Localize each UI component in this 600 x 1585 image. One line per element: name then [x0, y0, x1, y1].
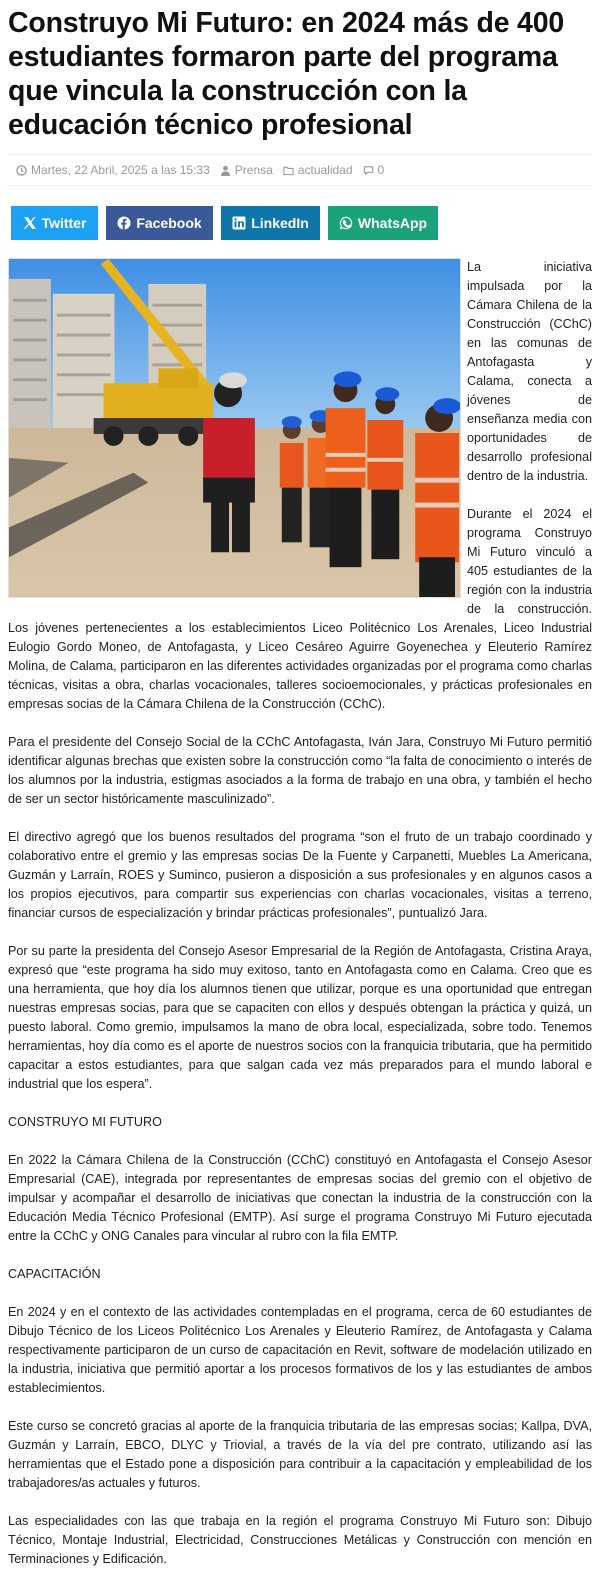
article-paragraph: La iniciativa impulsada por la Cámara Chilena de la Construcción (CChC) en las comunas de Antofagasta y Calama, conecta a jóvenes de enseñanza media con oportunidades de desarrollo profesional dentro de la industria.: [467, 260, 592, 483]
article-paragraph: Este curso se concretó gracias al aporte de la franquicia tributaria de las empresas socias; Kallpa, DVA, Guzmán y Larraín, EBCO, DLYC y Triovial, a través de la vía del pre contrato, utilizando así las herramientas que el Estado pone a disposición para contribuir a la capacitación y empleabilidad de los trabajadores/as actuales y futuros.: [8, 1419, 592, 1490]
article-paragraph: En 2024 y en el contexto de las actividades contempladas en el programa, cerca de 60 estudiantes de Dibujo Técnico de los Liceos Politécnico Los Arenales y Eleuterio Ramírez, de Antofagasta y Calama respectivamente participaron de un curso de capacitación en Revit, software de modelación utilizado en la industria, iniciativa que permitió aportar a los procesos formativos de los y las estudiantes de ambos establecimientos.: [8, 1305, 592, 1395]
section-heading: CONSTRUYO MI FUTURO: [8, 1115, 162, 1129]
meta-date: [16, 163, 210, 177]
meta-date-text: Martes, 22 Abril, 2025 a las 15:33: [31, 163, 210, 177]
article-paragraph: Durante el 2024 el programa Construyo Mi Futuro vinculó a 405 estudiantes de la región con la industria de la construcción. Los jóvenes pertenecientes a los establecimientos Liceo Politécnico Los Arenales, Liceo Industrial Eulogio Gordo Moneo, de Antofagasta, y Liceo Cesáreo Aguirre Goyenechea y Eleuterio Ramírez Molina, de Calama, participaron en las diferentes actividades organizadas por el programa como charlas técnicas, visitas a obra, charlas vocacionales, talleres socioemocionales, y prácticas profesionales en empresas socias de la Cámara Chilena de la Construcción (CChC).: [8, 507, 592, 711]
article-paragraph: En 2022 la Cámara Chilena de la Construcción (CChC) constituyó en Antofagasta el Consejo Asesor Empresarial (CAE), integrada por representantes de empresas socias del gremio con el objetivo de impulsar y acompañar el desarrollo de iniciativas que conectan la industria de la construcción con la Educación Media Técnico Profesional (EMTP). Así surge el programa Construyo Mi Futuro ejecutada entre la CChC y ONG Canales para vincular al rubro con la fila EMTP.: [8, 1153, 592, 1243]
meta-author[interactable]: [220, 163, 273, 177]
whatsapp-icon: [339, 216, 353, 230]
share-whatsapp-label: WhatsApp: [357, 215, 428, 231]
meta-comments-count: 0: [377, 163, 385, 177]
share-twitter-button[interactable]: [11, 206, 98, 240]
meta-category-text: actualidad: [297, 163, 353, 177]
facebook-icon: [117, 216, 131, 230]
share-linkedin-button[interactable]: [221, 206, 320, 240]
meta-comments[interactable]: [363, 163, 385, 177]
meta-category[interactable]: [283, 163, 353, 177]
article-meta: [8, 154, 592, 186]
folder-icon: [283, 165, 294, 176]
share-twitter-label: Twitter: [41, 215, 87, 231]
share-linkedin-label: LinkedIn: [251, 215, 309, 231]
article-paragraph: Las especialidades con las que trabaja en la región el programa Construyo Mi Futuro son: Dibujo Técnico, Montaje Industrial, Electricidad, Construcciones Metálicas y Construcción con mención en Terminaciones y Edificación.: [8, 1514, 592, 1566]
comment-icon: [363, 165, 374, 176]
article-paragraph: Para el presidente del Consejo Social de la CChC Antofagasta, Iván Jara, Construyo Mi Futuro permitió identificar algunas brechas que existen sobre la construcción como “la falta de conocimiento o interés de los alumnos por la industria, estigmas asociados a la forma de trabajo en una obra, y también el hecho de ser un sector históricamente masculinizado”.: [8, 735, 592, 806]
meta-author-text: Prensa: [234, 163, 273, 177]
share-facebook-button[interactable]: [106, 206, 213, 240]
x-icon: [23, 216, 37, 230]
article-title: Construyo Mi Futuro: en 2024 más de 400 estudiantes formaron parte del programa que vincula la construcción con la educación técnico profesional: [8, 7, 565, 141]
share-bar: [11, 206, 592, 240]
user-icon: [220, 165, 231, 176]
article-body: [8, 258, 592, 1569]
linkedin-icon: [232, 216, 246, 230]
share-facebook-label: Facebook: [136, 215, 202, 231]
clock-icon: [16, 165, 27, 176]
article-photo: [8, 258, 461, 598]
share-whatsapp-button[interactable]: [328, 206, 438, 240]
article-paragraph: Por su parte la presidenta del Consejo Asesor Empresarial de la Región de Antofagasta, Cristina Araya, expresó que “este programa ha sido muy exitoso, tanto en Antofagasta como en Calama. Creo que es una herramienta, que hoy día los alumnos tienen que utilizar, porque es una oportunidad que entregan nuestras empresas socias, para que se capaciten con ellos y después obtengan la práctica y quizá, un puesto laboral. Como gremio, impulsamos la mano de obra local, especializada, sobre todo. Tenemos herramientas, hoy día como es el aporte de nuestros socios con la franquicia tributaria, que ha permitido capacitar a estos estudiantes, para que salgan cada vez más preparados para el mundo laboral e industrial que los espera”.: [8, 944, 592, 1091]
article-paragraph: El directivo agregó que los buenos resultados del programa “son el fruto de un trabajo coordinado y colaborativo entre el gremio y las empresas socias De la Fuente y Carpanetti, Muebles La Americana, Guzmán y Larraín, ROES y Suminco, pusieron a disposición a sus profesionales y en algunos casos a los propios ejecutivos, para compartir sus experiencias con charlas vocacionales, visitas a terreno, financiar cursos de especialización y brindar prácticas profesionales”, puntualizó Jara.: [8, 830, 592, 920]
construction-site-photo: [9, 259, 460, 597]
section-heading: CAPACITACIÓN: [8, 1267, 101, 1281]
